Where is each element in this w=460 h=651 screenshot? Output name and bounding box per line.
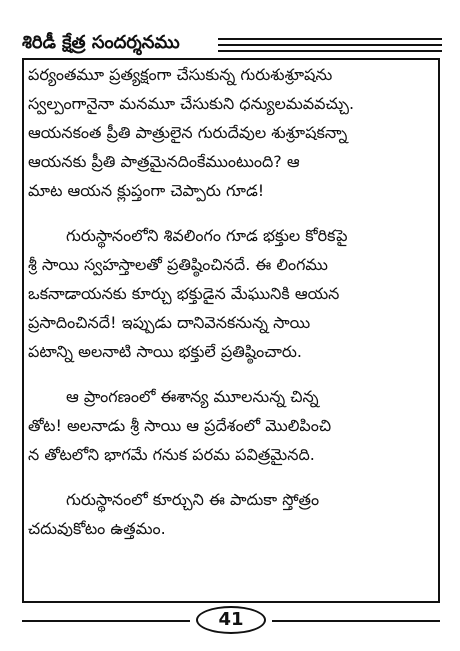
text-line: తోట! అలనాడు శ్రీ సాయి ఆ ప్రదేశంలో మొలిపించి xyxy=(28,416,332,435)
text-line: గురుస్థానంలో కూర్చుని ఈ పాదుకా స్తోత్రం xyxy=(66,490,320,509)
text-line: మాట ఆయన క్లుప్తంగా చెప్పారు గూడ! xyxy=(28,181,265,200)
text-line: ప్రసాదించినదే! ఇప్పుడు దానివెనకనున్న సాయి xyxy=(28,313,311,332)
paragraph xyxy=(28,60,436,205)
text-line: ఆయనకంత ప్రీతి పాత్రులైన గురుదేవుల శుశ్రూషకన్నా xyxy=(28,123,348,142)
paragraph xyxy=(28,485,436,543)
text-line: చదువుకోటం ఉత్తమం. xyxy=(28,519,166,538)
text-line: శ్రీ సాయి స్వహస్తాలతో ప్రతిష్ఠించినదే. ఈ లింగము xyxy=(28,255,328,274)
page-number: 41 xyxy=(196,606,266,634)
text-line: ఆయనకు ప్రీతి పాత్రమైనదింకేముంటుంది? ఆ xyxy=(28,152,300,171)
text-line: పర్యంతమూ ప్రత్యక్షంగా చేసుకున్న గురుశుశ్రూషను xyxy=(28,65,333,84)
text-line: గురుస్థానంలోని శివలింగం గూడ భక్తుల కోరికపై xyxy=(66,226,348,245)
footer-rule xyxy=(22,620,190,622)
paragraph xyxy=(28,382,436,469)
text-line: న తోటలోని భాగమే గనుక పరమ పవిత్రమైనది. xyxy=(28,445,315,464)
header-rule xyxy=(218,50,442,52)
footer-rule xyxy=(272,620,440,622)
header-rule xyxy=(218,44,442,46)
text-line: ఒకనాడాయనకు కూర్చు భక్తుడైన మేఘునికి ఆయన xyxy=(28,284,340,303)
text-line: పటాన్ని అలనాటి సాయి భక్తులే ప్రతిష్ఠించారు. xyxy=(28,342,302,361)
book-title: శిరిడీ క్షేత్ర సందర్శనము xyxy=(22,32,180,53)
text-line: ఆ ప్రాంగణంలో ఈశాన్య మూలనున్న చిన్న xyxy=(66,387,319,406)
running-header xyxy=(22,28,442,58)
header-rule xyxy=(218,38,442,40)
page-body xyxy=(28,60,436,559)
paragraph xyxy=(28,221,436,366)
text-line: స్వల్పంగానైనా మనమూ చేసుకుని ధన్యులమవవచ్చు. xyxy=(28,94,355,113)
page-footer xyxy=(22,604,440,638)
